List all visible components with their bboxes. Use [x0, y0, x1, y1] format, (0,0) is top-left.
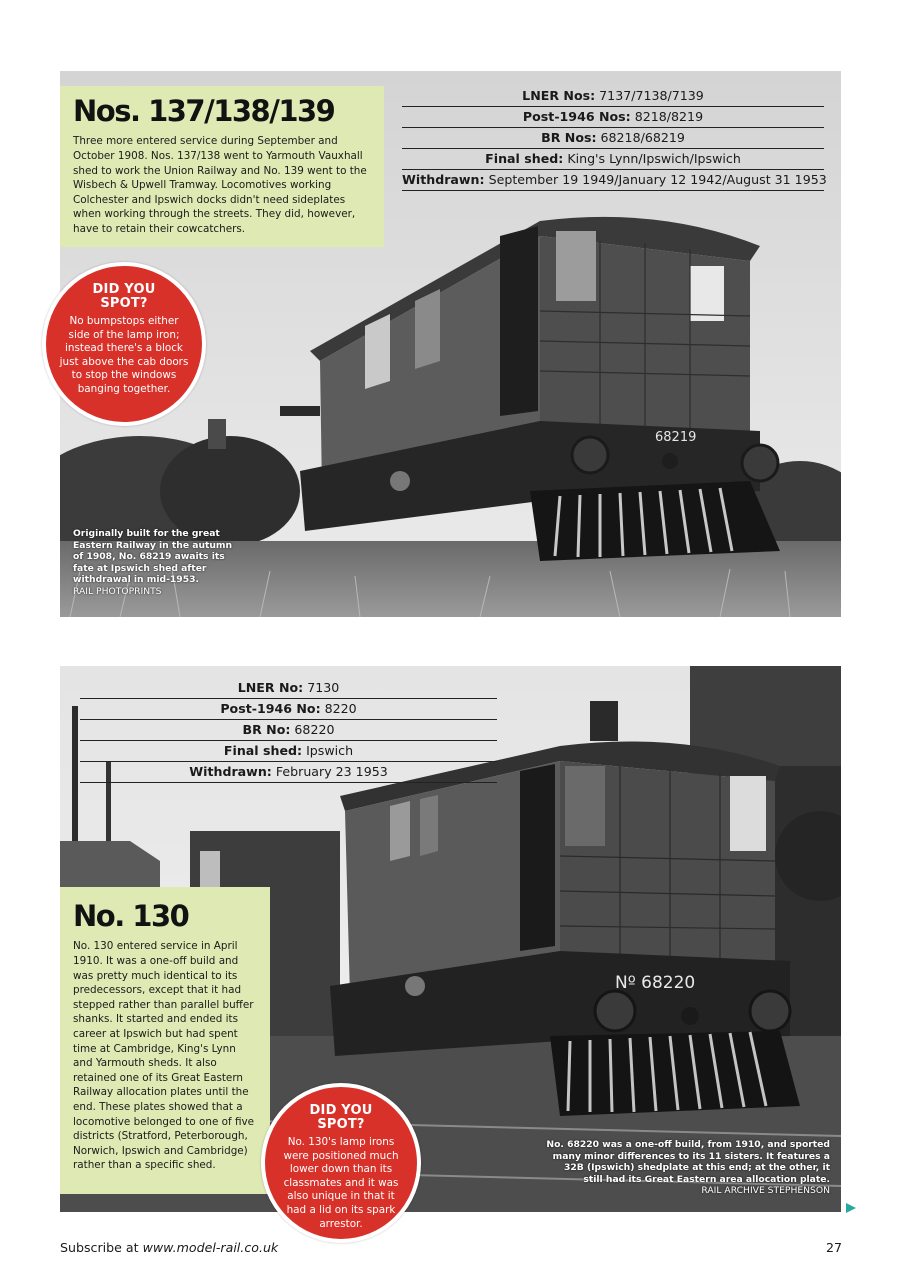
spec-row — [402, 170, 827, 191]
spec-value: 7137/7138/7139 — [599, 88, 704, 103]
spec-row — [402, 86, 824, 107]
spec-row — [80, 678, 497, 699]
continue-arrow-icon — [846, 1203, 856, 1213]
did-you-spot-text: No. 130's lamp irons were positioned much lower down than its classmates and it was also unique in that it had a lid on its spark arrestor. — [283, 1136, 399, 1230]
spec-value: 68218/68219 — [600, 130, 685, 145]
loco-number-plate: 68219 — [655, 430, 697, 445]
did-you-spot-title-line1: DID YOU — [92, 282, 156, 297]
spec-label: LNER No: — [237, 680, 304, 695]
spec-row — [402, 107, 824, 128]
section-1-body: Three more entered service during September and October 1908. Nos. 137/138 went to Yarmouth Vauxhall shed to work the Union Railway and No. 139 went to the Wisbech & Upwell Tramway. Locomotives working Colchester and Ipswich docks didn't need sideplates when working through the streets. They did, however, have to retain their cowcatchers. — [73, 135, 367, 235]
footer-subscribe — [60, 1240, 278, 1255]
spec-value: 68220 — [294, 722, 335, 737]
spec-label: Withdrawn: — [402, 172, 485, 187]
section-2-intro-panel — [60, 887, 270, 1194]
spec-label: BR No: — [242, 722, 291, 737]
page-number: 27 — [826, 1240, 843, 1255]
photo-2-caption — [545, 1139, 830, 1197]
spec-value: February 23 1953 — [275, 764, 388, 779]
did-you-spot-badge-2 — [261, 1083, 421, 1243]
did-you-spot-title — [265, 1104, 417, 1132]
did-you-spot-title-line2: SPOT? — [100, 296, 148, 311]
photo-credit: RAIL PHOTOPRINTS — [73, 585, 162, 597]
did-you-spot-title — [46, 283, 202, 311]
spec-label: LNER Nos: — [522, 88, 596, 103]
spec-value: Ipswich — [306, 743, 354, 758]
photo-credit: RAIL ARCHIVE STEPHENSON — [701, 1185, 830, 1197]
spec-row — [80, 741, 497, 762]
spec-value: 7130 — [307, 680, 340, 695]
section-2-body: No. 130 entered service in April 1910. It was a one-off build and was pretty much identical to its predecessors, except that it had stepped rather than parallel buffer shanks. It started and ended its career at Ipswich but had spent time at Cambridge, King's Lynn and Yarmouth sheds. It also retained one of its Great Eastern Railway allocation plates until the end. These plates showed that a locomotive belonged to one of five districts (Stratford, Peterborough, Norwich, Ipswich and Cambridge) rather than a specific shed. — [73, 940, 255, 1172]
caption-text: Originally built for the great Eastern Railway in the autumn of 1908, No. 68219 awaits its fate at Ipswich shed after withdrawal in mid-1953. — [73, 528, 233, 586]
section-1-title: Nos. 137/138/139 — [73, 94, 335, 128]
spec-value: King's Lynn/Ipswich/Ipswich — [567, 151, 741, 166]
spec-label: Final shed: — [223, 743, 303, 758]
did-you-spot-title-line2: SPOT? — [317, 1117, 365, 1132]
spec-row — [80, 699, 497, 720]
spec-label: Post-1946 No: — [220, 701, 321, 716]
loco-number-plate: Nº 68220 — [615, 973, 696, 993]
spec-label: Final shed: — [485, 151, 564, 166]
section-2-spec-table — [80, 678, 497, 783]
spec-label: Post-1946 Nos: — [522, 109, 631, 124]
spec-row — [402, 149, 824, 170]
spec-value: 8218/8219 — [634, 109, 704, 124]
spec-row — [80, 762, 497, 783]
section-2-title: No. 130 — [73, 899, 189, 933]
spec-row — [402, 128, 824, 149]
did-you-spot-text: No bumpstops either side of the lamp iron; instead there's a block just above the cab doors to stop the windows banging together. — [59, 315, 189, 395]
spec-label: Withdrawn: — [189, 764, 272, 779]
did-you-spot-title-line1: DID YOU — [309, 1103, 373, 1118]
did-you-spot-badge-1 — [42, 262, 206, 426]
subscribe-url-link[interactable]: www.model-rail.co.uk — [142, 1240, 279, 1255]
spec-row — [80, 720, 497, 741]
subscribe-prefix: Subscribe at — [60, 1240, 139, 1255]
section-1-spec-table — [402, 86, 827, 191]
caption-text: No. 68220 was a one-off build, from 1910, and sported many minor differences to its 11 sisters. It features a 32B (Ipswich) shedplate at this end; at the other, it still had its Great Eastern area allocation plate. — [546, 1139, 830, 1185]
spec-label: BR Nos: — [541, 130, 597, 145]
section-1-intro-panel — [60, 86, 384, 247]
spec-value: 8220 — [324, 701, 357, 716]
spec-value: September 19 1949/January 12 1942/August 31 1953 — [488, 172, 827, 187]
photo-1-caption — [73, 528, 243, 598]
